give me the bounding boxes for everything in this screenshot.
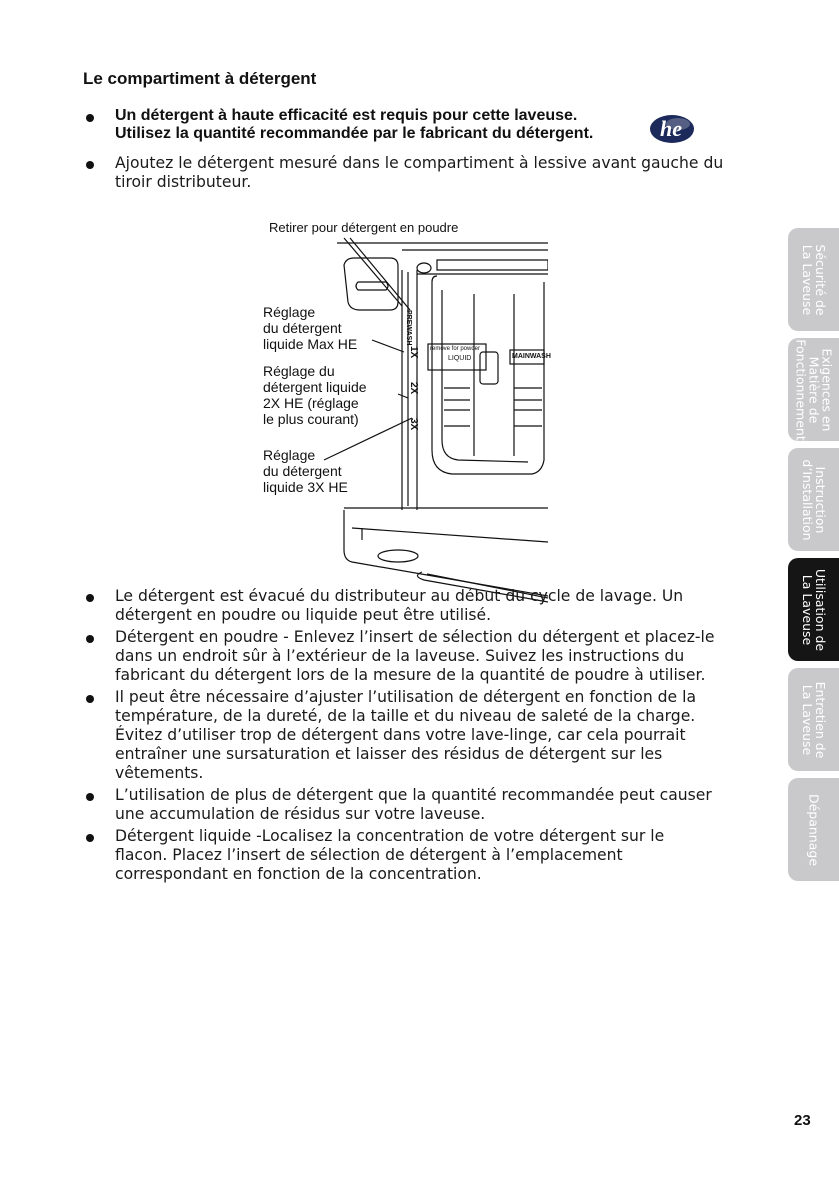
tab-label-line: d’Installation xyxy=(799,458,815,541)
tab-label xyxy=(801,568,827,650)
mark-remove-powder: remove for powder xyxy=(430,346,481,352)
figure-label-remove-powder: Retirer pour détergent en poudre xyxy=(269,220,459,235)
list-item xyxy=(86,688,716,783)
label-line: le plus courant) xyxy=(263,411,359,427)
label-line: détergent liquide xyxy=(263,379,367,395)
tab-label xyxy=(801,681,827,758)
tab-securite[interactable] xyxy=(788,228,839,331)
tab-label xyxy=(794,339,833,440)
tab-label xyxy=(801,244,827,315)
list-item xyxy=(86,154,726,192)
figure-label-max-he xyxy=(263,304,357,352)
tab-label-line: Dépannage xyxy=(806,793,821,866)
tab-exigences[interactable] xyxy=(788,338,839,441)
mark-mainwash: MAINWASH xyxy=(512,353,551,360)
tab-depannage[interactable] xyxy=(788,778,839,881)
label-line: Réglage du xyxy=(263,363,335,379)
tab-installation[interactable] xyxy=(788,448,839,551)
tab-utilisation[interactable] xyxy=(788,558,839,661)
bullet-dot xyxy=(86,594,94,602)
tab-label-line: Instruction xyxy=(812,466,828,533)
label-line: liquide Max HE xyxy=(263,336,358,352)
bullet-text: Détergent liquide -Localisez la concentration de votre détergent sur le flacon. Placez l’insert de sélection de détergent à l’emplacement correspondant en fonction de la concentration. xyxy=(115,827,665,883)
tab-label-line: La Laveuse xyxy=(799,244,815,315)
tab-label-line: Sécurité de xyxy=(812,243,828,316)
mark-3x: 3X xyxy=(408,418,419,431)
tab-label xyxy=(801,459,827,540)
bullet-dot xyxy=(86,635,94,643)
page-title: Le compartiment à détergent xyxy=(83,69,317,88)
bullet-text: Il peut être nécessaire d’ajuster l’utilisation de détergent en fonction de la température, de la dureté, de la taille et du niveau de saleté de la charge. Évitez d’utiliser trop de détergent dans votre lave-linge, car cela pourrait entraîner une sursaturation et laisser des résidus de détergent sur les vêtements. xyxy=(115,688,696,782)
bottom-bullet-list xyxy=(86,587,716,887)
label-line: 2X HE (réglage xyxy=(263,395,359,411)
tab-label-line: Entretien de xyxy=(812,681,828,758)
tab-label-line: La Laveuse xyxy=(799,684,815,755)
label-line: du détergent xyxy=(263,463,342,479)
label-line: Réglage xyxy=(263,447,316,463)
label-line: Réglage xyxy=(263,304,316,320)
tab-label-line: La Laveuse xyxy=(799,574,815,645)
tab-label-line: Fonctionnement xyxy=(793,338,808,441)
detergent-drawer-figure xyxy=(252,210,551,610)
he-logo-text: he xyxy=(660,116,682,141)
bullet-text: Ajoutez le détergent mesuré dans le compartiment à lessive avant gauche du tiroir distributeur. xyxy=(115,154,724,191)
bullet-dot xyxy=(86,793,94,801)
tab-label-line: Utilisation de xyxy=(812,568,828,651)
label-line: liquide 3X HE xyxy=(263,479,348,495)
tab-label-line: Matière de xyxy=(806,356,821,423)
top-bullet-list xyxy=(86,107,726,203)
list-item xyxy=(86,587,716,625)
list-item xyxy=(86,786,716,824)
tab-label xyxy=(807,793,820,865)
bullet-text: L’utilisation de plus de détergent que la quantité recommandée peut causer une accumulation de résidus sur votre laveuse. xyxy=(115,786,712,823)
mark-1x: 1X xyxy=(408,346,419,359)
tab-label-line: Exigences en xyxy=(819,348,834,431)
mark-2x: 2X xyxy=(408,382,419,395)
bullet-dot xyxy=(86,695,94,703)
bullet-text: Détergent en poudre - Enlevez l’insert de sélection du détergent et placez-le dans un endroit sûr à l’extérieur de la laveuse. Suivez les instructions du fabricant du détergent lors de la mesure de la quantité de poudre à utiliser. xyxy=(115,628,715,684)
list-item xyxy=(86,107,726,143)
list-item xyxy=(86,628,716,685)
figure-label-3x-he xyxy=(263,447,348,495)
bullet-dot xyxy=(86,114,94,122)
mark-prewash: PREWASH xyxy=(405,310,412,346)
bullet-dot xyxy=(86,161,94,169)
bullet-text: Un détergent à haute efficacité est requis pour cette laveuse. Utilisez la quantité recommandée par le fabricant du détergent. xyxy=(115,107,594,142)
list-item xyxy=(86,827,716,884)
he-logo-icon xyxy=(648,113,696,145)
tab-entretien[interactable] xyxy=(788,668,839,771)
label-line: du détergent xyxy=(263,320,342,336)
figure-label-2x-he xyxy=(263,363,367,427)
mark-liquid: LIQUID xyxy=(448,355,472,362)
page-number: 23 xyxy=(794,1112,811,1129)
bullet-dot xyxy=(86,834,94,842)
bullet-text: Le détergent est évacué du distributeur au début du cycle de lavage. Un détergent en poudre ou liquide peut être utilisé. xyxy=(115,587,684,624)
